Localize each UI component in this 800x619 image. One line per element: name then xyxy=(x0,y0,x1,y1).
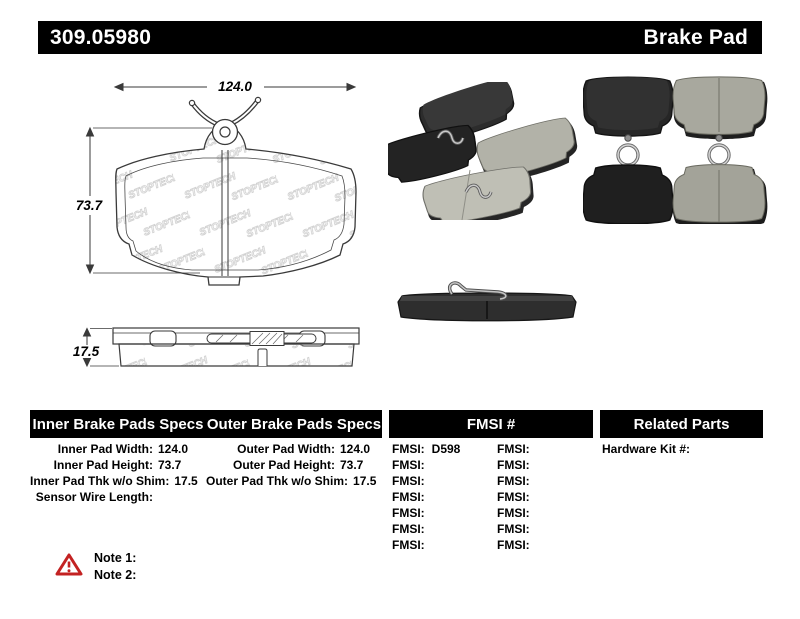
width-dimension-label: 124.0 xyxy=(218,79,252,94)
product-photo-pads-grid xyxy=(583,76,773,224)
spring-clip-ring-icon xyxy=(618,145,729,165)
table-row: FMSI: xyxy=(497,458,530,472)
hardware-kit-label: Hardware Kit #: xyxy=(602,442,691,456)
inner-specs-title: Inner Brake Pads Specs xyxy=(32,415,204,433)
table-row: Outer Pad Width: 124.0 xyxy=(237,442,371,456)
table-row: Outer Pad Thk w/o Shim: 17.5 xyxy=(206,474,377,488)
specs-header-bar xyxy=(30,410,382,438)
table-row: Sensor Wire Length: xyxy=(35,490,153,504)
table-row: FMSI: xyxy=(392,506,425,520)
table-row: FMSI: xyxy=(497,538,530,552)
table-row: FMSI: xyxy=(497,442,530,456)
table-row: FMSI: xyxy=(497,522,530,536)
pad-front-view xyxy=(116,97,356,285)
header-bar xyxy=(38,21,762,54)
table-row: Outer Pad Height: 73.7 xyxy=(232,458,364,472)
table-row: FMSI: xyxy=(392,538,425,552)
product-photo-pads-angled xyxy=(388,82,592,220)
fmsi-title: FMSI # xyxy=(466,415,516,433)
note-2: Note 2: xyxy=(94,568,137,582)
part-number: 309.05980 xyxy=(50,25,152,49)
table-row: Inner Pad Width: 124.0 xyxy=(57,442,189,456)
outer-specs-title: Outer Brake Pads Specs xyxy=(206,415,382,433)
related-parts-title: Related Parts xyxy=(633,415,730,433)
table-row: FMSI: xyxy=(497,474,530,488)
retaining-spring xyxy=(207,332,316,346)
table-row: Inner Pad Thk w/o Shim: 17.5 xyxy=(30,474,198,488)
fmsi-header-bar xyxy=(389,410,593,438)
height-dimension-label: 73.7 xyxy=(75,198,103,213)
fmsi-column-2 xyxy=(497,441,537,553)
table-row: FMSI: xyxy=(392,490,425,504)
table-row: FMSI: xyxy=(497,506,530,520)
inner-specs-table xyxy=(30,441,198,505)
product-photo-pad-edge xyxy=(395,276,585,334)
notes-block xyxy=(94,550,136,584)
table-row: Inner Pad Height: 73.7 xyxy=(53,458,182,472)
product-type-title: Brake Pad xyxy=(643,25,748,49)
table-row: FMSI: D598 xyxy=(392,442,461,456)
hardware-kit-row xyxy=(602,442,697,456)
thickness-dimension-label: 17.5 xyxy=(72,344,100,359)
table-row: FMSI: xyxy=(392,458,425,472)
outer-specs-table xyxy=(206,441,376,489)
table-row: FMSI: xyxy=(497,490,530,504)
table-row: FMSI: xyxy=(392,474,425,488)
hardware-kit-value xyxy=(690,442,697,456)
warning-icon xyxy=(55,552,83,577)
pad-side-view xyxy=(113,328,359,366)
table-row: FMSI: xyxy=(392,522,425,536)
fmsi-column-1 xyxy=(392,441,460,553)
related-parts-header-bar xyxy=(600,410,763,438)
technical-drawing xyxy=(40,58,380,403)
note-1: Note 1: xyxy=(94,551,137,565)
